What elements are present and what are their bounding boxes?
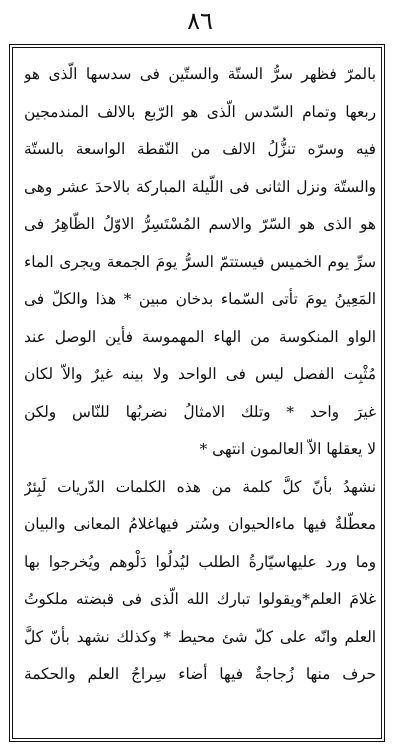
text-line: غلامَ العلم*ويقولوا تبارك الله الّذى فى قبضته ملكوتُ [24, 590, 376, 608]
text-line: الواو المنكوسة من الهاء المهموسة فأين الوصل عند [24, 327, 376, 346]
text-line: العلم وانّه على كلّ شئ محيط * وكذلك نشهد بأنّ كلَّ [24, 627, 376, 646]
text-line: والستّة ونزل الثانى فى اللّيلة المباركة بالاحدَ عشر وهى [24, 177, 376, 196]
text-block [24, 56, 376, 694]
text-line: هو الذى هو السّرّ والاسم المُسْتَسِرُّ الاوّلُ الظّاهِرُ فى [24, 215, 376, 233]
page-number: ٨٦ [187, 7, 213, 35]
text-line: حرف منها زُجاجةٌ فيها أضاء سِراجُ العلم والحكمة [24, 665, 376, 683]
text-line: سرِّ يوم الخميس فيستتمّ السرُّ يومَ الجمعة ويجرى الماء [24, 252, 376, 271]
text-line: فيه وسرّه تنزُّلُ الالف من النّقطة الواسعة بالستّة [24, 140, 376, 158]
text-line: نشهدُ بأنّ كلَّ كلمة من هذه الكلمات الدّريات لَبِئرٌ [24, 477, 376, 496]
text-line: لا يعقلها الاّ العالمون انتهى * [199, 440, 376, 458]
text-line: غيرَ واحد * وتلك الامثالُ نضربُها للنّاس ولكن [24, 402, 376, 421]
text-line: ربعها وتمام السّدس الّذى هو الرّبع بالالف المندمجين [24, 102, 376, 121]
text-line: مُثْبِت الفصل ليس فى الواحد ولا بينه غيرٌ والاّ لكان [24, 365, 376, 383]
text-line: معطّلةٌ فيها ماءالحيوان وسُتر فيهاغلامُ المعانى والبيان [24, 515, 376, 533]
text-line: وما ورد عليهاسيّارةُ الطلب ليُدلُوا دَلْوهم ويُخرجوا بها [24, 552, 376, 571]
text-line: المَعِينُ يومَ تأتى السّماء بدخان مبين * هذا والكلّ فى [24, 290, 376, 308]
text-line: بالمرّ فظهر سرُّ الستّة والستّين فى سدسها الّذى هو [24, 65, 376, 83]
